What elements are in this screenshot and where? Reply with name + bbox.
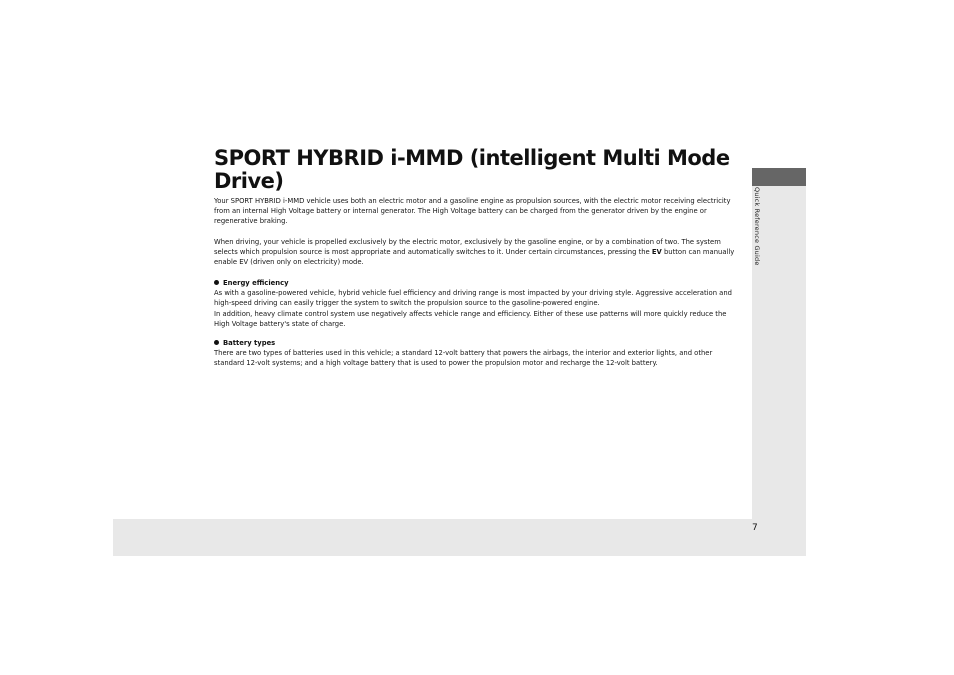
energy-heading-text: Energy efficiency bbox=[223, 279, 289, 287]
battery-types-heading bbox=[214, 338, 738, 348]
ev-button-name: EV bbox=[651, 248, 662, 257]
battery-paragraph: There are two types of batteries used in this vehicle; a standard 12-volt battery that powers the airbags, the interior and exterior lights, and other standard 12-volt systems; and a high voltage battery that is used to power the propulsion motor and recharge the 12-volt battery. bbox=[214, 349, 713, 368]
main-content bbox=[214, 147, 738, 369]
page-title: SPORT HYBRID i-MMD (intelligent Multi Mode Drive) bbox=[214, 146, 730, 193]
bullet-icon bbox=[214, 280, 219, 285]
page-number: 7 bbox=[752, 523, 758, 533]
section-tab-marker bbox=[752, 168, 806, 186]
driving-paragraph bbox=[214, 237, 738, 268]
energy-paragraph-1: As with a gasoline-powered vehicle, hybrid vehicle fuel efficiency and driving range is most impacted by your driving style. Aggressive acceleration and high-speed driving can easily trigger the system to switch the propulsion source to the gasoline-powered engine. bbox=[214, 289, 732, 308]
driving-text-after: button can manually enable EV (driven only on electricity) mode. bbox=[214, 248, 735, 267]
battery-heading-text: Battery types bbox=[223, 339, 276, 348]
energy-efficiency-heading bbox=[214, 278, 738, 288]
intro-paragraph: Your SPORT HYBRID i-MMD vehicle uses both an electric motor and a gasoline engine as propulsion sources, with the electric motor receiving electricity from an internal High Voltage battery or internal generator. The High Voltage battery can be charged from the generator driven by the engine or regenerative braking. bbox=[214, 197, 731, 226]
bullet-icon bbox=[214, 340, 219, 345]
driving-text-before: When driving, your vehicle is propelled exclusively by the electric motor, exclusively by the gasoline engine, or by a combination of two. The system selects which propulsion source is most appropriate and automatically switches to it. Under certain circumstances, pressing the bbox=[214, 238, 721, 257]
energy-paragraph-2: In addition, heavy climate control system use negatively affects vehicle range and efficiency. Either of these use patterns will more quickly reduce the High Voltage battery's state of charge. bbox=[214, 309, 727, 328]
section-label: Quick Reference Guide bbox=[753, 187, 761, 266]
footer-band bbox=[113, 519, 806, 556]
